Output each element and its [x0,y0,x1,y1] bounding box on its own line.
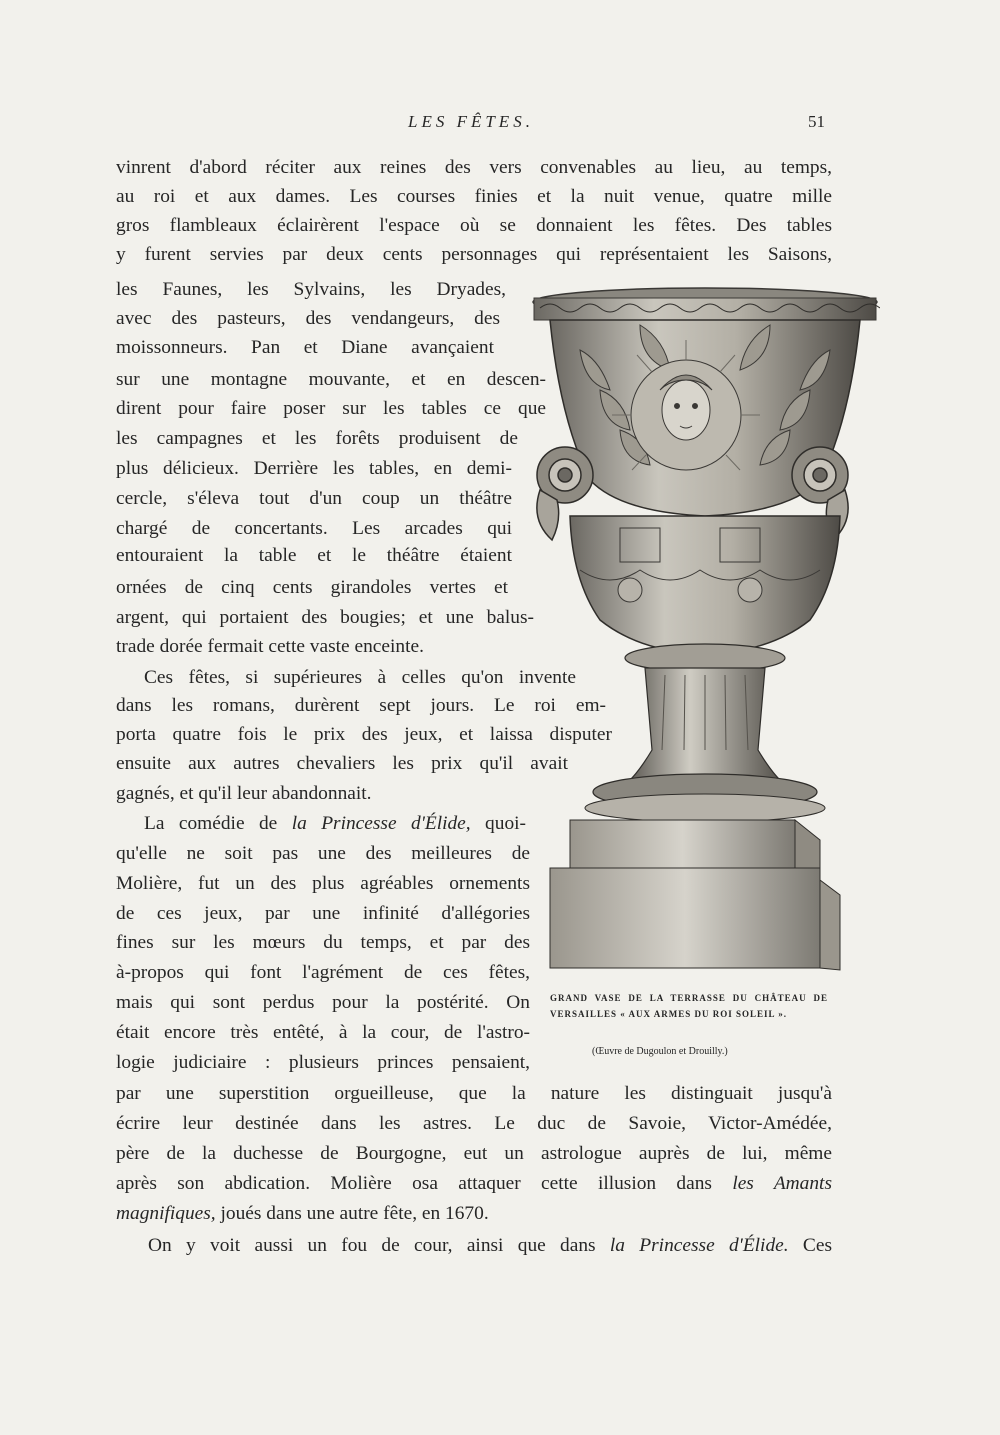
text-line: les campagnes et les forêts produisent de [116,428,518,449]
text-line: écrire leur destinée dans les astres. Le duc de Savoie, Victor-Amédée, [116,1113,832,1134]
play-title: les Amants [732,1173,832,1194]
text-line: avec des pasteurs, des vendangeurs, des [116,308,500,329]
play-title: magnifiques, [116,1203,216,1224]
text-line: porta quatre fois le prix des jeux, et laissa disputer [116,724,612,745]
urn-icon [520,280,880,980]
text-line: de ces jeux, par une infinité d'allégories [116,903,530,924]
text-line: Ces fêtes, si supérieures à celles qu'on invente [144,667,576,688]
text-line: fines sur les mœurs du temps, et par des [116,932,530,953]
figure-caption: GRAND VASE DE LA TERRASSE DU CHÂTEAU DE VERSAILLES « AUX ARMES DU ROI SOLEIL ». [550,993,828,1019]
text-line: trade dorée fermait cette vaste enceinte. [116,636,424,657]
play-title: la Princesse d'Élide, [291,813,471,834]
text-line: moissonneurs. Pan et Diane avançaient [116,337,494,358]
text-line: gagnés, et qu'il leur abandonnait. [116,783,372,804]
inline-text: La comédie de [144,813,278,834]
text-line: au roi et aux dames. Les courses finies et la nuit venue, quatre mille [116,186,832,207]
text-line [116,810,526,838]
text-line: par une superstition orgueilleuse, que la nature les distinguait jusqu'à [116,1083,832,1104]
text-line: dans les romans, durèrent sept jours. Le roi em- [116,695,606,716]
inline-text: On y voit aussi un fou de cour, ainsi que dans [148,1235,596,1256]
text-line: sur une montagne mouvante, et en descen- [116,369,546,390]
page-number: 51 [808,112,825,131]
inline-text: quoi- [485,813,526,834]
text-line: père de la duchesse de Bourgogne, eut un astrologue auprès de lui, même [116,1143,832,1164]
text-line: Molière, fut un des plus agréables ornements [116,873,530,894]
running-title: LES FÊTES. [408,112,534,131]
inline-text: Ces [802,1235,832,1256]
running-head [0,108,1000,138]
text-line: logie judiciaire : plusieurs princes pensaient, [116,1052,530,1073]
text-line: plus délicieux. Derrière les tables, en demi- [116,458,512,479]
text-line: était encore très entêté, à la cour, de l'astro- [116,1022,530,1043]
text-line: gros flambleaux éclairèrent l'espace où se donnaient les fêtes. Des tables [116,215,832,236]
urn-engraving [520,280,880,980]
text-line: chargé de concertants. Les arcades qui [116,518,512,539]
figure-credit: (Œuvre de Dugoulon et Drouilly.) [592,1046,728,1057]
text-line: à-propos qui font l'agrément de ces fêtes, [116,962,530,983]
text-line: qu'elle ne soit pas une des meilleures de [116,843,530,864]
text-line: dirent pour faire poser sur les tables ce que [116,398,546,419]
text-line: ensuite aux autres chevaliers les prix qu'il avait [116,753,568,774]
text-line: mais qui sont perdus pour la postérité. On [116,992,530,1013]
text-line [116,1232,832,1260]
inline-text: après son abdication. Molière osa attaquer cette illusion dans [116,1173,712,1194]
play-title: la Princesse d'Élide. [609,1235,789,1256]
text-line [116,1170,832,1198]
inline-text: joués dans une autre fête, en 1670. [220,1203,489,1224]
text-line: les Faunes, les Sylvains, les Dryades, [116,279,506,300]
text-line: argent, qui portaient des bougies; et une balus- [116,607,534,628]
text-line: cercle, s'éleva tout d'un coup un théâtre [116,488,512,509]
text-line [116,1200,832,1228]
text-line: y furent servies par deux cents personnages qui représentaient les Saisons, [116,244,832,265]
text-line: entouraient la table et le théâtre étaient [116,545,512,566]
text-line: vinrent d'abord réciter aux reines des vers convenables au lieu, au temps, [116,157,832,178]
text-line: ornées de cinq cents girandoles vertes et [116,577,508,598]
